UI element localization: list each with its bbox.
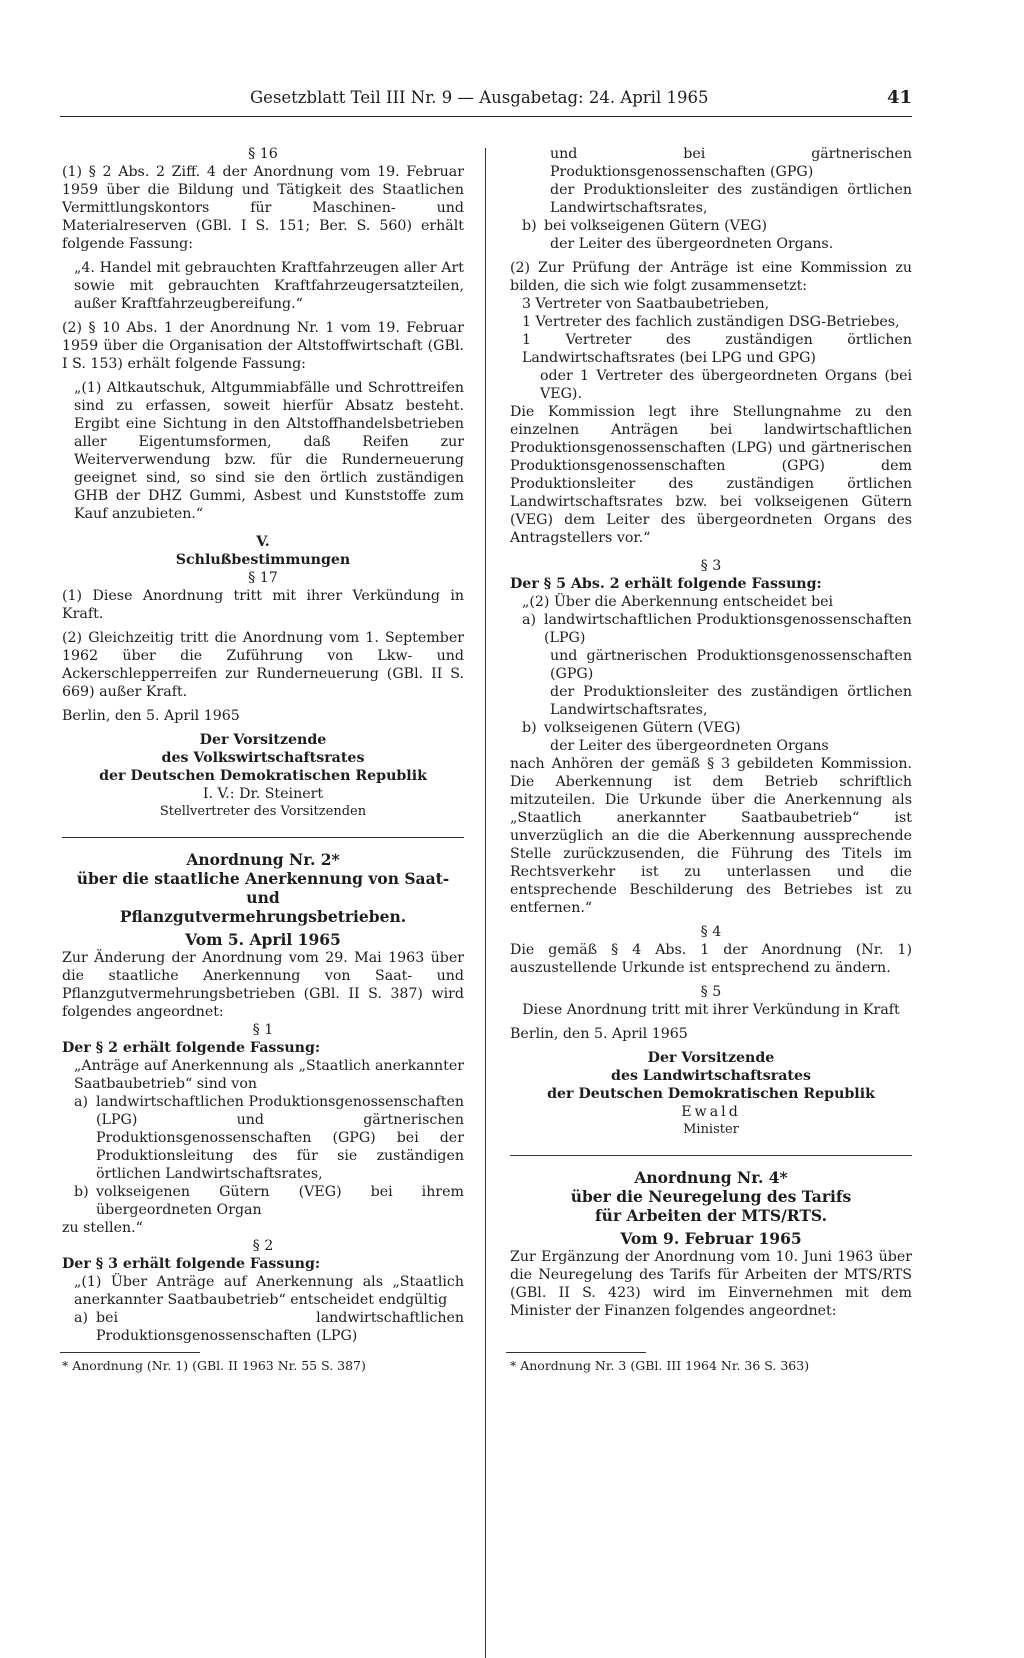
column-divider-bottom — [485, 1318, 486, 1658]
footnote-rule-right — [506, 1352, 646, 1353]
section-3-item-a — [510, 611, 912, 647]
ordinance-4-title-1: Anordnung Nr. 4* — [634, 1168, 788, 1187]
section-16-heading: § 16 — [248, 146, 278, 162]
section-3-quote: „(2) Über die Aberkennung entscheidet bei — [522, 594, 834, 610]
right-column — [510, 145, 912, 1320]
section-3-item-a-3: der Produktionsleiter des zuständigen örtlichen Landwirtschaftsrates, — [550, 684, 912, 718]
list-text: landwirtschaftlichen Produktionsgenossenschaften (LPG) und gärtnerischen Produktionsgenossenschaften (GPG) bei der Produktionsleitung des für sie zuständigen örtlichen Landwirtschaftsrates, — [96, 1094, 464, 1182]
ordinance-separator — [510, 1155, 912, 1156]
part-v-title: Schlußbestimmungen — [175, 552, 351, 568]
signature-block-signatory: Ewald — [681, 1104, 741, 1120]
item-b — [510, 217, 912, 235]
ordinance-2-title-1: Anordnung Nr. 2* — [186, 850, 340, 869]
signature-block-line-1: Der Vorsitzende — [647, 1050, 775, 1066]
section-3-heading: § 3 — [700, 558, 722, 574]
list-marker: a) — [74, 1094, 88, 1110]
ordinance-4-intro: Zur Ergänzung der Anordnung vom 10. Juni 1963 über die Neuregelung des Tarifs für Arbeiten der MTS/RTS (GBl. II S. 423) wird im Einvernehmen mit dem Minister der Finanzen folgendes angeordnet: — [510, 1249, 912, 1319]
list-marker: a) — [522, 612, 536, 628]
section-3-item-b-2: der Leiter des übergeordneten Organs — [550, 738, 829, 754]
section-16-para-2: (2) § 10 Abs. 1 der Anordnung Nr. 1 vom 19. Februar 1959 über die Organisation der Altstoffwirtschaft (GBl. I S. 153) erhält folgende Fassung: — [62, 320, 464, 372]
ord2-section-1-item-a — [62, 1093, 464, 1183]
footnote-rule-left — [60, 1352, 200, 1353]
section-16-quote-2: „(1) Altkautschuk, Altgummiabfälle und Schrottreifen sind zu erfassen, soweit hierfür Absatz besteht. Ergibt eine Sichtung in den Altstoffhandelsbetrieben aller Eigentumsformen, daß Reifen zur Weiterverwendung bzw. für die Runderneuerung geeignet sind, so sind sie den örtlich zuständigen GHB der DHZ Gummi, Asbest und Kunststoffe zum Kauf anzubieten.“ — [74, 380, 464, 522]
list-marker: b) — [74, 1184, 89, 1200]
ord2-section-1-heading: § 1 — [252, 1022, 274, 1038]
list-text: volkseigenen Gütern (VEG) — [544, 720, 741, 736]
place-date: Berlin, den 5. April 1965 — [62, 708, 240, 724]
section-3-item-a-2: und gärtnerischen Produktionsgenossenschaften (GPG) — [550, 648, 912, 682]
item-a-continuation-1: und bei gärtnerischen Produktionsgenossenschaften (GPG) — [550, 146, 912, 180]
section-4-text: Die gemäß § 4 Abs. 1 der Anordnung (Nr. 1) auszustellende Urkunde ist entsprechend zu ändern. — [510, 942, 912, 976]
footnote-left: * Anordnung (Nr. 1) (GBl. II 1963 Nr. 55 S. 387) — [62, 1358, 366, 1373]
left-column — [62, 145, 464, 1345]
signature-block-role: Minister — [683, 1122, 739, 1137]
list-marker: b) — [522, 218, 537, 234]
section-16-quote-1: „4. Handel mit gebrauchten Kraftfahrzeugen aller Art sowie mit gebrauchten Kraftfahrzeugersatzteilen, außer Kraftfahrzeugbereifung.“ — [74, 260, 464, 312]
item-a-continuation-2: der Produktionsleiter des zuständigen örtlichen Landwirtschaftsrates, — [550, 182, 912, 216]
para-2-commission: (2) Zur Prüfung der Anträge ist eine Kommission zu bilden, die sich wie folgt zusammensetzt: — [510, 260, 912, 294]
list-marker: b) — [522, 720, 537, 736]
section-3-item-b — [510, 719, 912, 737]
commission-statement: Die Kommission legt ihre Stellungnahme zu den einzelnen Anträgen bei landwirtschaftlichen Produktionsgenossenschaften (LPG) und gärtnerischen Produktionsgenossenschaften (GPG) dem Produktionsleiter des zuständigen örtlichen Landwirtschaftsrates bzw. bei volkseigenen Gütern (VEG) dem Leiter des übergeordneten Organs des Antragstellers vor.“ — [510, 404, 912, 546]
member-2: 1 Vertreter des fachlich zuständigen DSG-Betriebes, — [522, 314, 900, 330]
ord2-section-1-lead: Der § 2 erhält folgende Fassung: — [62, 1040, 321, 1056]
page-number: 41 — [886, 87, 912, 108]
section-5-text: Diese Anordnung tritt mit ihrer Verkündung in Kraft — [522, 1002, 900, 1018]
header-title: Gesetzblatt Teil III Nr. 9 — Ausgabetag: 24. April 1965 — [250, 88, 709, 107]
ordinance-4-title-2: über die Neuregelung des Tarifs — [570, 1187, 852, 1206]
ord2-section-2-item-a — [62, 1309, 464, 1345]
footnote-right: * Anordnung Nr. 3 (GBl. III 1964 Nr. 36 S. 363) — [510, 1358, 810, 1373]
section-3-rest: nach Anhören der gemäß § 3 gebildeten Kommission. Die Aberkennung ist dem Betrieb schriftlich mitzuteilen. Die Urkunde über die Anerkennung als „Staatlich anerkannter Saatbaubetrieb“ ist unverzüglich an die die Aberkennung aussprechende Stelle zurückzusenden, die Führung des Titels im Rechtsverkehr ist zu unterlassen und die entsprechende Beschilderung des Betriebes ist zu entfernen.“ — [510, 756, 912, 916]
signature-block-line-2: des Landwirtschaftsrates — [611, 1068, 811, 1084]
spacer — [62, 523, 464, 533]
signature-block-line-3: der Deutschen Demokratischen Republik — [547, 1086, 875, 1102]
ord2-section-2-quote: „(1) Über Anträge auf Anerkennung als „Staatlich anerkannter Saatbaubetrieb“ entscheidet endgültig — [74, 1274, 464, 1308]
ordinance-4-date: Vom 9. Februar 1965 — [620, 1229, 802, 1248]
list-text: landwirtschaftlichen Produktionsgenossenschaften (LPG) — [544, 612, 912, 646]
ordinance-2-intro: Zur Änderung der Anordnung vom 29. Mai 1963 über die staatliche Anerkennung von Saat- und Pflanzgutvermehrungsbetrieben (GBl. II S. 387) wird folgendes angeordnet: — [62, 950, 464, 1020]
ord2-section-1-end: zu stellen.“ — [62, 1220, 143, 1236]
header-rule — [60, 116, 912, 117]
place-date: Berlin, den 5. April 1965 — [510, 1026, 688, 1042]
ordinance-separator — [62, 837, 464, 838]
spacer — [510, 547, 912, 557]
section-17-para-2: (2) Gleichzeitig tritt die Anordnung vom 1. September 1962 über die Zuführung von Lkw- und Ackerschlepperreifen zur Runderneuerung (GBl. II S. 669) außer Kraft. — [62, 630, 464, 700]
section-5-heading: § 5 — [700, 984, 722, 1000]
signature-block-line-1: Der Vorsitzende — [199, 732, 327, 748]
ord2-section-1-quote: „Anträge auf Anerkennung als „Staatlich anerkannter Saatbaubetrieb“ sind von — [74, 1058, 464, 1092]
ordinance-4-title-3: für Arbeiten der MTS/RTS. — [595, 1206, 827, 1225]
signature-block-signatory: I. V.: Dr. Steinert — [202, 786, 324, 802]
member-3: 1 Vertreter des zuständigen örtlichen Landwirtschaftsrates (bei LPG und GPG) — [522, 332, 912, 366]
column-divider-top — [485, 148, 486, 1318]
member-4: oder 1 Vertreter des übergeordneten Organs (bei VEG). — [540, 368, 912, 402]
signature-block-role: Stellvertreter des Vorsitzenden — [159, 804, 367, 819]
member-1: 3 Vertreter von Saatbaubetrieben, — [522, 296, 770, 312]
section-17-para-1: (1) Diese Anordnung tritt mit ihrer Verkündung in Kraft. — [62, 588, 464, 622]
ord2-section-2-heading: § 2 — [252, 1238, 274, 1254]
item-b-continuation: der Leiter des übergeordneten Organs. — [550, 236, 834, 252]
list-text: bei volkseigenen Gütern (VEG) — [544, 218, 768, 234]
list-text: bei landwirtschaftlichen Produktionsgenossenschaften (LPG) — [96, 1310, 464, 1344]
part-v-heading: V. — [256, 534, 270, 550]
signature-block-line-2: des Volkswirtschaftsrates — [161, 750, 365, 766]
list-marker: a) — [74, 1310, 88, 1326]
signature-block-line-3: der Deutschen Demokratischen Republik — [99, 768, 427, 784]
section-16-para-1: (1) § 2 Abs. 2 Ziff. 4 der Anordnung vom 19. Februar 1959 über die Bildung und Tätigkeit des Staatlichen Vermittlungskontors für Maschinen- und Materialreserven (GBl. I S. 151; Ber. S. 560) erhält folgende Fassung: — [62, 164, 464, 252]
ordinance-2-title-2: über die staatliche Anerkennung von Saat- und — [76, 869, 450, 907]
section-17-heading: § 17 — [248, 570, 278, 586]
ord2-section-1-item-b — [62, 1183, 464, 1219]
list-text: volkseigenen Gütern (VEG) bei ihrem übergeordneten Organ — [96, 1184, 464, 1218]
section-4-heading: § 4 — [700, 924, 722, 940]
ord2-section-2-lead: Der § 3 erhält folgende Fassung: — [62, 1256, 321, 1272]
ordinance-2-title-3: Pflanzgutvermehrungsbetrieben. — [119, 907, 407, 926]
section-3-lead: Der § 5 Abs. 2 erhält folgende Fassung: — [510, 576, 822, 592]
ordinance-2-date: Vom 5. April 1965 — [185, 930, 341, 949]
